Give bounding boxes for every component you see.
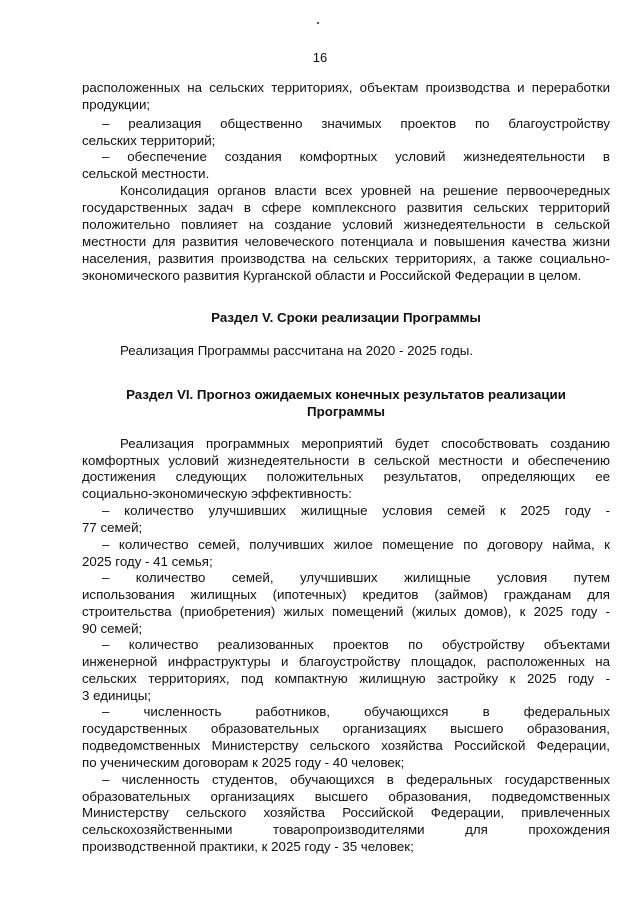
text-line: населения, развития производства на сельских территориях, а также социально- [82, 251, 610, 266]
list-item-line: – численность студентов, обучающихся в федеральных государственных [102, 772, 610, 787]
paragraph-line: Реализация программных мероприятий будет способствовать созданию [120, 436, 610, 451]
text-line: продукции; [82, 97, 151, 112]
list-item-line: – реализация общественно значимых проектов по благоустройству [102, 116, 610, 131]
section-heading: Раздел VI. Прогноз ожидаемых конечных результатов реализации [126, 387, 566, 402]
text-line: положительно повлияет на создание условий жизнедеятельности в сельской [82, 217, 610, 232]
list-item-line: – численность работников, обучающихся в федеральных [102, 704, 610, 719]
paragraph-line: Консолидация органов власти всех уровней на решение первоочередных [120, 183, 610, 198]
list-item-line: – количество улучшивших жилищные условия семей к 2025 году - [102, 503, 610, 518]
text-line: 90 семей; [82, 621, 143, 636]
text-line: комфортных условий жизнедеятельности в сельской местности и обеспечению [82, 453, 610, 468]
text-line: достижения следующих положительных результатов, определяющих ее [82, 469, 610, 484]
text-line: местности для развития человеческого потенциала и повышения качества жизни [82, 234, 610, 249]
list-item-line: – количество реализованных проектов по обустройству объектами [102, 637, 610, 652]
text-line: сельской местности. [82, 166, 210, 181]
text-line: сельских территорий; [82, 133, 216, 148]
list-item-line: – обеспечение создания комфортных условий жизнедеятельности в [102, 149, 610, 164]
text-line: 2025 году - 41 семья; [82, 554, 213, 569]
text-line: государственных образовательных организациях высшего образования, [82, 721, 610, 736]
section-heading: Раздел V. Сроки реализации Программы [211, 310, 481, 325]
text-line: социально-экономическую эффективность: [82, 486, 352, 501]
list-item-line: – количество семей, получивших жилое помещение по договору найма, к [102, 537, 610, 552]
text-line: подведомственных Министерству сельского хозяйства Российской Федерации, [82, 738, 610, 753]
text-line: экономического развития Курганской области и Российской Федерации в целом. [82, 268, 582, 283]
text-line: Министерству сельского хозяйства Российской Федерации, привлеченных [82, 805, 610, 820]
text-line: по ученическим договорам к 2025 году - 40 человек; [82, 755, 405, 770]
text-line: строительства (приобретения) жилых помещений (жилых домов), к 2025 году - [82, 604, 610, 619]
text-line: использования жилищных (ипотечных) кредитов (займов) гражданам для [82, 587, 610, 602]
page-number: 16 [312, 50, 328, 65]
text-line: сельских территориях, под компактную жилищную застройку к 2025 году - [82, 671, 610, 686]
paragraph-line: Реализация Программы рассчитана на 2020 - 2025 годы. [120, 343, 474, 358]
text-line: государственных задач в сфере комплексного развития сельских территорий [82, 200, 610, 215]
text-line: сельскохозяйственными товаропроизводителями для прохождения [82, 822, 610, 837]
list-item-line: – количество семей, улучшивших жилищные условия путем [102, 570, 610, 585]
text-line: расположенных на сельских территориях, объектам производства и переработки [82, 80, 610, 95]
text-line: инженерной инфраструктуры и благоустройству площадок, расположенных на [82, 654, 610, 669]
scan-mark [317, 22, 319, 24]
text-line: образовательных организациях высшего образования, подведомственных [82, 789, 610, 804]
text-line: производственной практики, к 2025 году - 35 человек; [82, 839, 414, 854]
text-line: 77 семей; [82, 520, 143, 535]
section-heading: Программы [307, 404, 385, 419]
text-line: 3 единицы; [82, 688, 152, 703]
